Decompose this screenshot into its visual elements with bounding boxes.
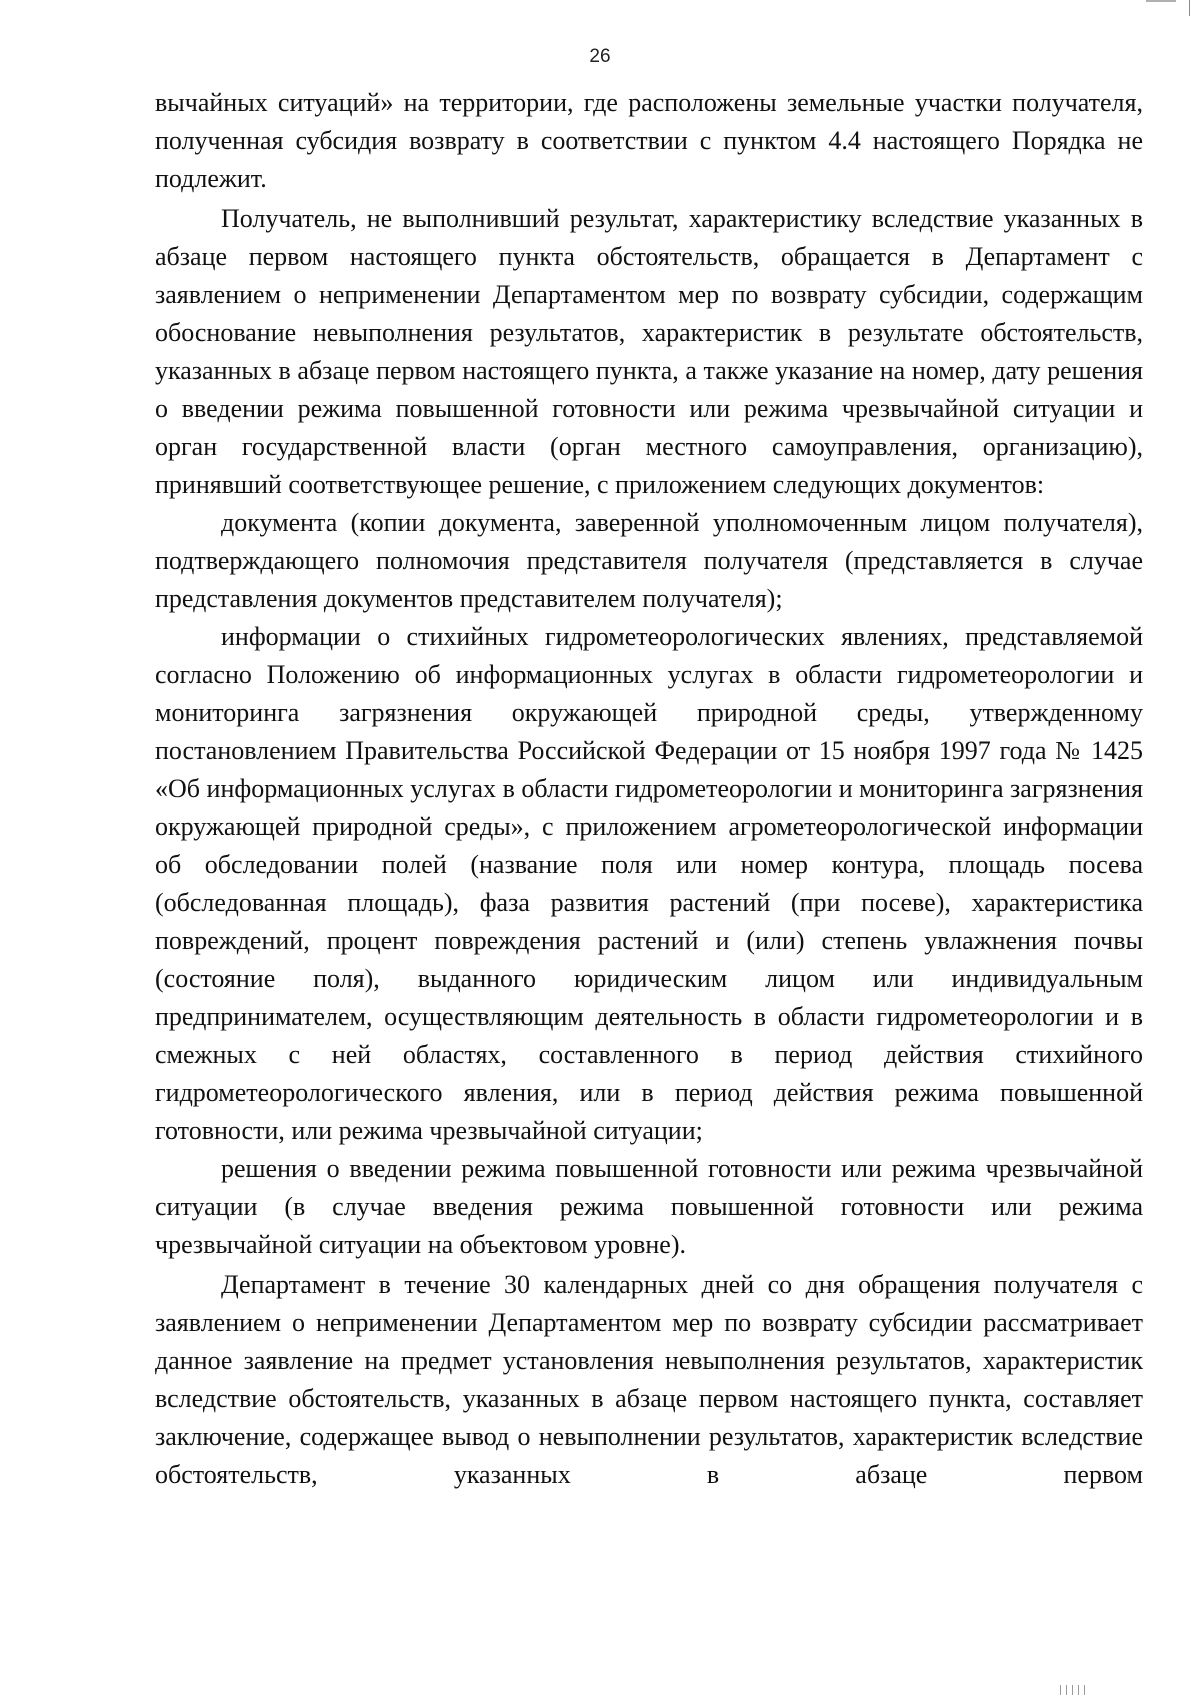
page-number: 26 <box>589 46 611 67</box>
paragraph-continuation: вычайных ситуаций» на территории, где расположены земельные участки получателя, полученная субсидия возврату в соответствии с пунктом 4.4 настоящего Порядка не подлежит. <box>155 88 1143 193</box>
list-item-hydrometeorological-information: информации о стихийных гидрометеорологических явлениях, представляемой согласно Положению об информационных услугах в области гидрометеорологии и мониторинга загрязнения окружающей природной среды, утвержденному постановлением Правительства Российской Федерации от 15 ноября 1997 года № 1425 «Об информационных услугах в области гидрометеорологии и мониторинга загрязнения окружающей природной среды», с приложением агрометеорологической информации об обследовании полей (название поля или номер контура, площадь посева (обследованная площадь), фаза развития растений (при посеве), характеристика повреждений, процент повреждения растений и (или) степень увлажнения почвы (состояние поля), выданного юридическим лицом или индивидуальным предпринимателем, осуществляющим деятельность в области гидрометеорологии и в смежных с ней областях, составленного в период действия стихийного гидрометеорологического явления, или в период действия режима повышенной готовности, или режима чрезвычайной ситуации; <box>155 622 1143 1145</box>
paragraph-department-review: Департамент в течение 30 календарных дней со дня обращения получателя с заявлением о неприменении Департаментом мер по возврату субсидии рассматривает данное заявление на предмет установления невыполнения результатов, характеристик вследствие обстоятельств, указанных в абзаце первом настоящего пункта, составляет заключение, содержащее вывод о невыполнении результатов, характеристик вследствие обстоятельств, указанных в абзаце первом <box>155 1270 1143 1489</box>
scan-edge-mark <box>1189 0 1190 16</box>
scan-edge-mark <box>1060 1685 1090 1695</box>
list-item-emergency-decision: решения о введении режима повышенной готовности или режима чрезвычайной ситуации (в случае введения режима повышенной готовности или режима чрезвычайной ситуации на объектовом уровне). <box>155 1154 1143 1259</box>
scan-edge-mark <box>1146 0 1176 2</box>
paragraph-recipient-application: Получатель, не выполнивший результат, характеристику вследствие указанных в абзаце первом настоящего пункта обстоятельств, обращается в Департамент с заявлением о неприменении Департаментом мер по возврату субсидии, содержащим обоснование невыполнения результатов, характеристик в результате обстоятельств, указанных в абзаце первом настоящего пункта, а также указание на номер, дату решения о введении режима повышенной готовности или режима чрезвычайной ситуации и орган государственной власти (орган местного самоуправления, организацию), принявший соответствующее решение, с приложением следующих документов: <box>155 204 1143 499</box>
document-body <box>155 84 1143 1494</box>
list-item-representative-document: документа (копии документа, заверенной уполномоченным лицом получателя), подтверждающего полномочия представителя получателя (представляется в случае представления документов представителем получателя); <box>155 508 1143 613</box>
